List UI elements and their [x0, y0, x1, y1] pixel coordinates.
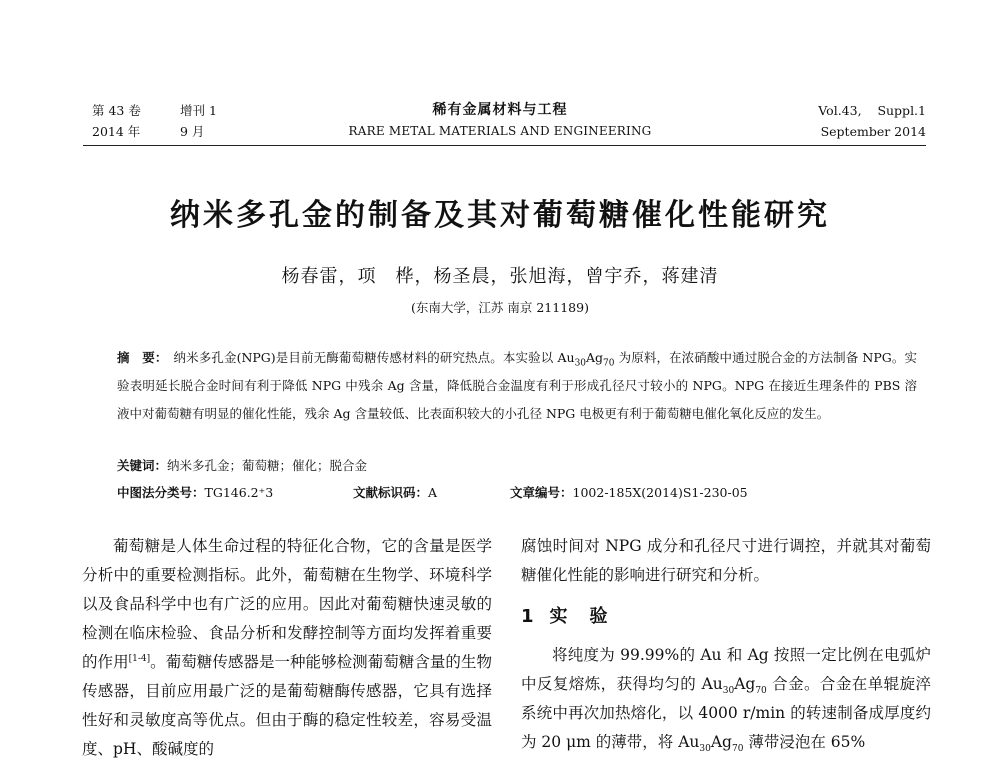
- body-text: 腐蚀时间对 NPG 成分和孔径尺寸进行调控，并就其对葡萄糖催化性能的影响进行研究和分析。: [521, 537, 931, 584]
- date-en: September 2014: [820, 124, 926, 139]
- body-text: 薄带浸泡在 65%: [743, 733, 866, 751]
- abstract-sub-1: 30: [574, 358, 587, 369]
- subscript: 70: [731, 744, 744, 755]
- body-text: Ag: [734, 675, 756, 693]
- keywords-text: 纳米多孔金；葡萄糖；催化；脱合金: [167, 458, 368, 473]
- clc-value: TG146.2⁺3: [204, 485, 274, 500]
- keywords-label: 关键词：: [117, 458, 168, 473]
- section-number: 1: [521, 606, 536, 627]
- section-title: 实 验: [549, 606, 610, 627]
- doc-code-value: A: [428, 485, 438, 500]
- month-cn: 9 月: [180, 124, 205, 139]
- subscript: 30: [699, 744, 711, 755]
- abstract-text-c: 为原料，在浓硝酸中通过脱合金的方法制备 NPG。实验表明延长脱合金时间有利于降低 NPG 中残余 Ag 含量，降低脱合金温度有利于形成孔径尺寸较小的 NPG。NPG 在接近生理条件的 PBS 溶液中对葡萄糖有明显的催化性能，残余 Ag 含量较低、比表面积较大的小孔径 NPG 电极更有利于葡萄糖电催化氧化反应的发生。: [117, 350, 918, 421]
- classification-line: [117, 483, 917, 501]
- paper-title: 纳米多孔金的制备及其对葡萄糖催化性能研究: [170, 198, 830, 233]
- volume-en: Vol.43, Suppl.1: [818, 103, 926, 118]
- volume-cn: 第 43 卷: [92, 103, 141, 118]
- article-number-label: 文章编号：: [510, 485, 573, 500]
- section-heading: [521, 602, 931, 631]
- abstract-text-a: 纳米多孔金(NPG)是目前无酶葡萄糖传感材料的研究热点。本实验以 Au: [173, 350, 575, 365]
- running-header-left: [92, 100, 217, 142]
- article-number-value: 1002-185X(2014)S1-230-05: [572, 485, 748, 500]
- abstract: [117, 344, 917, 428]
- doc-code-label: 文献标识码：: [353, 485, 429, 500]
- running-header-right: [818, 100, 926, 142]
- year-cn: 2014 年: [92, 124, 141, 139]
- subscript: 70: [755, 686, 767, 697]
- affiliation: (东南大学，江苏 南京 211189): [411, 300, 589, 315]
- body-text: 。葡萄糖传感器是一种能够检测葡萄糖含量的生物传感器，目前应用最广泛的是葡萄糖酶传感器，它具有选择性好和灵敏度高等优点。但由于酶的稳定性较差，容易受温度、pH、酸碱度的: [82, 653, 492, 758]
- abstract-label: 摘 要：: [117, 350, 168, 365]
- journal-name: [330, 100, 670, 142]
- body-text: 合金。合金在单辊旋淬系统中再次加热熔化，以 4000 r/min 的转速制备成厚度约为 20 μm 的薄带，将 Au: [521, 675, 931, 751]
- journal-name-en: RARE METAL MATERIALS AND ENGINEERING: [348, 124, 652, 138]
- body-paragraph: [82, 532, 492, 764]
- body-paragraph: [521, 532, 931, 590]
- subscript: 30: [722, 686, 735, 697]
- clc-label: 中图法分类号：: [117, 485, 205, 500]
- citation-ref[interactable]: [1-4]: [128, 653, 151, 664]
- body-paragraph: [521, 641, 931, 757]
- issue-cn: 增刊 1: [180, 103, 217, 118]
- journal-name-cn: 稀有金属材料与工程: [432, 102, 568, 118]
- body-column-left: [82, 532, 492, 764]
- abstract-sub-2: 70: [603, 358, 615, 369]
- body-text: 葡萄糖是人体生命过程的特征化合物，它的含量是医学分析中的重要检测指标。此外，葡萄糖在生物学、环境科学以及食品科学中也有广泛的应用。因此对葡萄糖快速灵敏的检测在临床检验、食品分析和发酵控制等方面均发挥着重要的作用: [82, 537, 492, 671]
- header-rule: [83, 145, 926, 146]
- body-column-right: [521, 532, 931, 757]
- author-list: 杨春雷，项 桦，杨圣晨，张旭海，曾宇乔，蒋建清: [281, 266, 719, 287]
- keywords: [117, 456, 367, 474]
- abstract-text-b: Ag: [586, 350, 604, 365]
- body-text: Ag: [710, 733, 732, 751]
- body-text: 将纯度为 99.99%的 Au 和 Ag 按照一定比例在电弧炉中反复熔炼，获得均匀的 Au: [521, 646, 931, 693]
